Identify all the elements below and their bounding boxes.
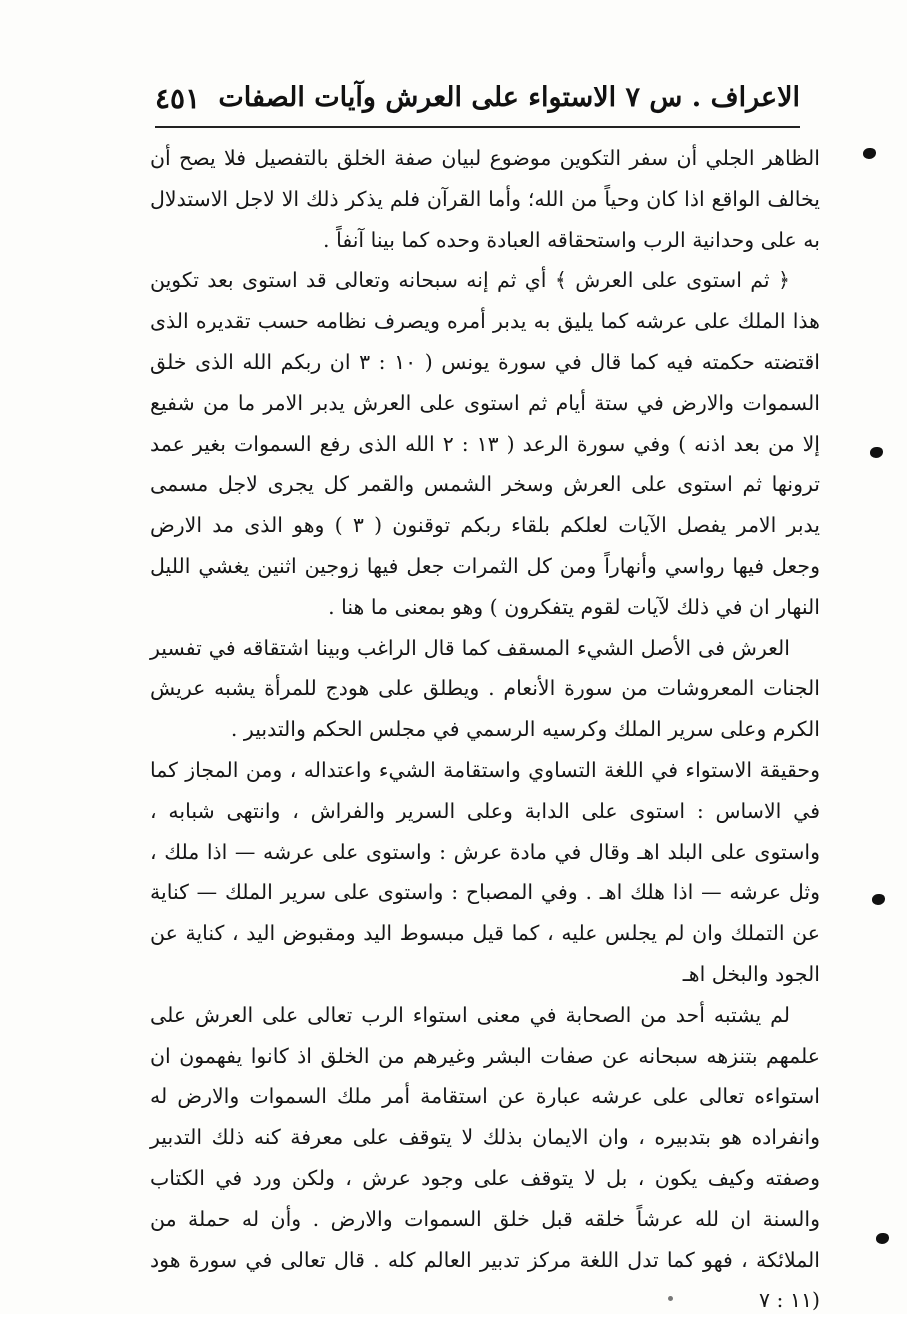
paragraph: العرش فى الأصل الشيء المسقف كما قال الراغب وبينا اشتقاقه في تفسير الجنات المعروشات من سورة الأنعام . ويطلق على هودج للمرأة يشبه عريش الكرم وعلى سرير الملك وكرسيه الرسمي في مجلس الحكم والتدبير . (150, 635, 820, 742)
page-number: ٤٥١ (155, 82, 201, 115)
margin-mark (872, 894, 885, 905)
running-title: الاعراف . س ٧ الاستواء على العرش وآيات الصفات (218, 82, 800, 113)
paragraph: لم يشتبه أحد من الصحابة في معنى استواء الرب تعالى على العرش على علمهم بتنزهه سبحانه عن صفات البشر وغيرهم من الخلق اذ كانوا يفهمون ان استواءه تعالى على عرشه عبارة عن استقامة أمر ملك السموات والارض له وانفراده هو بتدبيره ، وان الايمان بذلك لا يتوقف على معرفة كنه ذلك التدبير وصفته وكيف يكون ، بل لا يتوقف على وجود عرش ، ولكن ورد في الكتاب والسنة ان لله عرشاً خلقه قبل خلق السموات والارض . وأن له حملة من الملائكة ، فهو كما تدل اللغة مركز تدبير العالم كله . قال تعالى في سورة هود (١١ : ٧ (150, 1002, 820, 1313)
margin-mark (870, 447, 883, 458)
margin-mark (876, 1233, 889, 1244)
margin-mark (863, 148, 876, 159)
paragraph: وحقيقة الاستواء في اللغة التساوي واستقامة الشيء واعتداله ، ومن المجاز كما في الاساس : استوى على الدابة وعلى السرير والفراش ، وانتهى شبابه ، واستوى على البلد اهـ وقال في مادة عرش : واستوى على عرشه — اذا ملك ، وثل عرشه — اذا هلك اهـ . وفي المصباح : واستوى على سرير الملك — كناية عن التملك وان لم يجلس عليه ، كما قيل مبسوط اليد ومقبوض اليد ، كناية عن الجود والبخل اهـ (150, 757, 820, 986)
header-rule (155, 126, 800, 128)
scan-speck (668, 1296, 673, 1301)
paragraph: الظاهر الجلي أن سفر التكوين موضوع لبيان صفة الخلق بالتفصيل فلا يصح أن يخالف الواقع اذا كان وحياً من الله؛ وأما القرآن فلم يذكر ذلك الا لاجل الاستدلال به على وحدانية الرب واستحقاقه العبادة وحده كما بينا آنفاً . (150, 146, 820, 252)
page-header (155, 82, 800, 122)
body-text (150, 138, 820, 1321)
paragraph: ﴿ ثم استوى على العرش ﴾ أي ثم إنه سبحانه وتعالى قد استوى بعد تكوين هذا الملك على عرشه كما يليق به يدبر أمره ويصرف نظامه حسب تقديره الذى اقتضته حكمته فيه كما قال في سورة يونس ( ١٠ : ٣ ان ربكم الله الذى خلق السموات والارض في ستة أيام ثم استوى على العرش يدبر الامر ما من شفيع إلا من بعد اذنه ) وفي سورة الرعد ( ١٣ : ٢ الله الذى رفع السموات بغير عمد ترونها ثم استوى على العرش وسخر الشمس والقمر كل يجرى لاجل مسمى يدبر الامر يفصل الآيات لعلكم بلقاء ربكم توقنون ( ٣ ) وهو الذى مد الارض وجعل فيها رواسي وأنهاراً ومن كل الثمرات جعل فيها زوجين اثنين يغشي الليل النهار ان في ذلك لآيات لقوم يتفكرون ) وهو بمعنى ما هنا . (150, 268, 821, 619)
